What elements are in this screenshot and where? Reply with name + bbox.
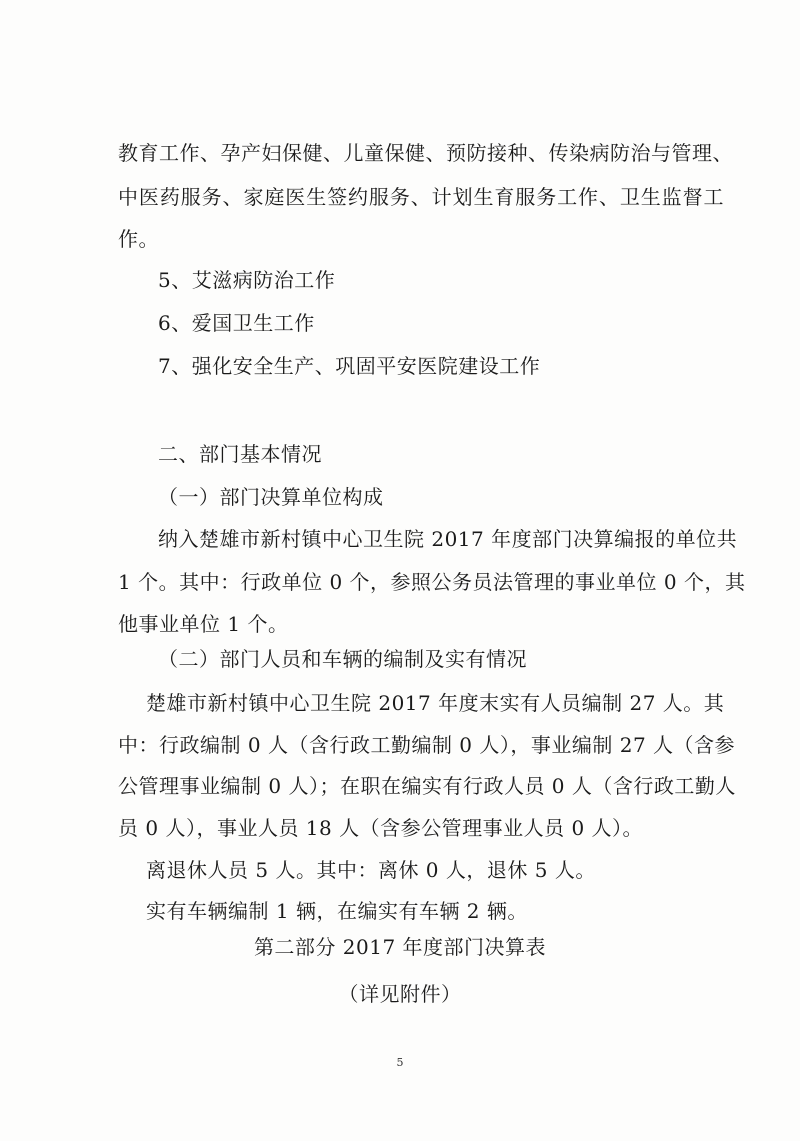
- paragraph-line: 员 0 人），事业人员 18 人（含参公管理事业人员 0 人）。: [118, 816, 644, 840]
- paragraph-line: 他事业单位 1 个。: [118, 612, 289, 636]
- paragraph-line: 实有车辆编制 1 辆，在编实有车辆 2 辆。: [146, 899, 528, 923]
- paragraph-line: 教育工作、孕产妇保健、儿童保健、预防接种、传染病防治与管理、: [118, 141, 733, 165]
- paragraph-line: 离退休人员 5 人。其中：离休 0 人，退休 5 人。: [146, 858, 596, 882]
- paragraph-line: 楚雄市新村镇中心卫生院 2017 年度末实有人员编制 27 人。其: [146, 691, 725, 715]
- section-heading: 二、部门基本情况: [158, 442, 322, 466]
- list-item: 5、艾滋病防治工作: [158, 268, 336, 292]
- list-item: 6、爱国卫生工作: [158, 311, 315, 335]
- page-number: 5: [396, 1056, 404, 1069]
- paragraph-line: 纳入楚雄市新村镇中心卫生院 2017 年度部门决算编报的单位共: [158, 527, 738, 551]
- part-title: 第二部分 2017 年度部门决算表: [253, 935, 547, 959]
- subsection-heading: （一）部门决算单位构成: [158, 485, 384, 509]
- subsection-heading: （二）部门人员和车辆的编制及实有情况: [158, 647, 527, 671]
- paragraph-line: 公管理事业编制 0 人）；在职在编实有行政人员 0 人（含行政工勤人: [118, 774, 736, 798]
- paragraph-line: 1 个。其中：行政单位 0 个，参照公务员法管理的事业单位 0 个，其: [118, 570, 746, 594]
- list-item: 7、强化安全生产、巩固平安医院建设工作: [158, 354, 541, 378]
- part-note: （详见附件）: [338, 982, 462, 1006]
- paragraph-line: 中：行政编制 0 人（含行政工勤编制 0 人），事业编制 27 人（含参: [118, 733, 736, 757]
- paragraph-line: 作。: [118, 227, 159, 251]
- paragraph-line: 中医药服务、家庭医生签约服务、计划生育服务工作、卫生监督工: [118, 185, 724, 209]
